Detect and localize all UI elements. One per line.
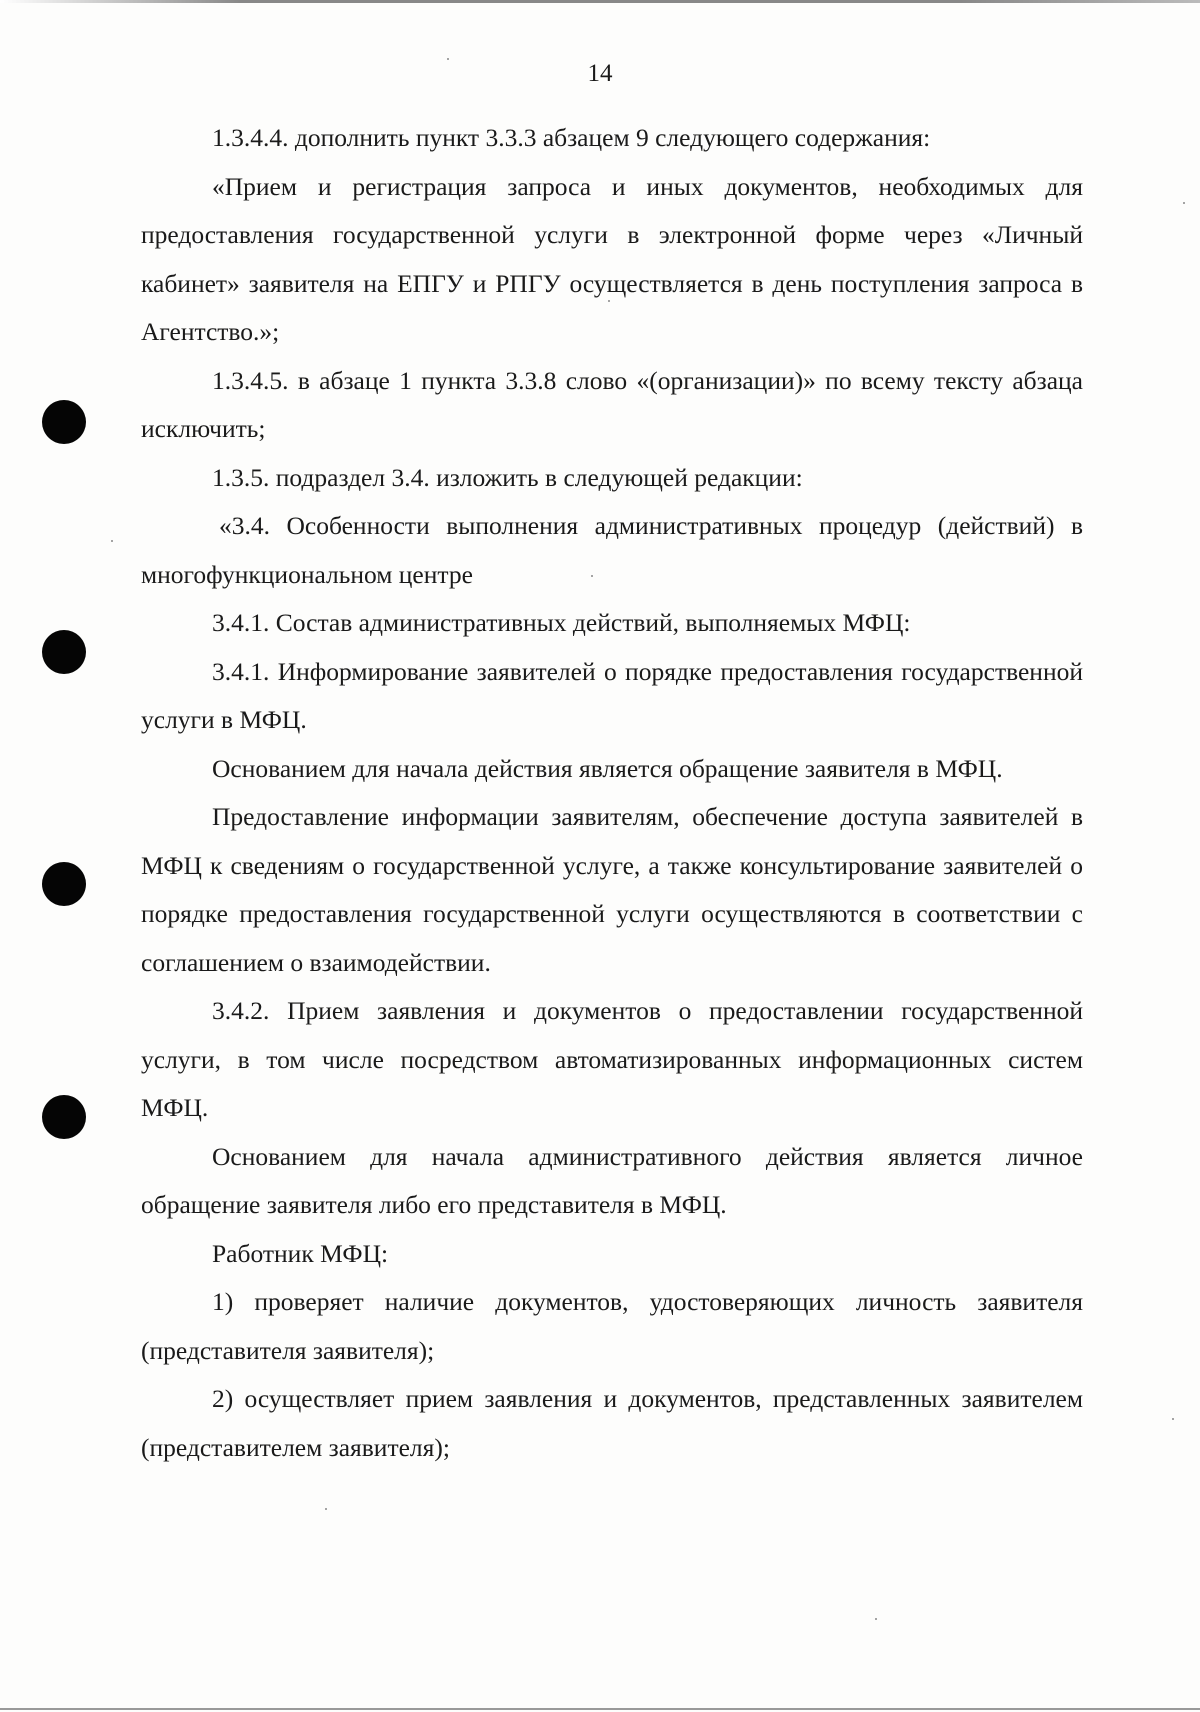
section-heading: «3.4. Особенности выполнения административных процедур (действий) в многофункциональном центре: [141, 511, 1083, 589]
punch-hole: [42, 630, 86, 674]
scan-speck: [111, 540, 113, 542]
page-top-edge: [0, 0, 1200, 3]
document-body: [141, 114, 1083, 1472]
scan-speck: [1172, 1418, 1174, 1420]
punch-hole: [42, 862, 86, 906]
scan-speck: [1183, 202, 1185, 204]
paragraph: Основанием для начала действия является обращение заявителя в МФЦ.: [212, 753, 1003, 783]
page-number: 14: [587, 60, 613, 87]
paragraph: Основанием для начала административного действия является личное обращение заявителя либо его представителя в МФЦ.: [141, 1141, 1083, 1219]
paragraph: 3.4.1. Информирование заявителей о порядке предоставления государственной услуги в МФЦ.: [141, 656, 1083, 734]
paragraph: Работник МФЦ:: [212, 1238, 389, 1268]
page-bottom-edge: [0, 1708, 1200, 1710]
paragraph: 1.3.4.5. в абзаце 1 пункта 3.3.8 слово «(организации)» по всему тексту абзаца исключить;: [141, 365, 1083, 443]
paragraph: 3.4.2. Прием заявления и документов о предоставлении государственной услуги, в том числе посредством автоматизированных информационных систем МФЦ.: [141, 996, 1083, 1122]
punch-hole: [42, 1095, 86, 1139]
paragraph: Предоставление информации заявителям, обеспечение доступа заявителей в МФЦ к сведениям о государственной услуге, а также консультирование заявителей о порядке предоставления государственной услуги осуществляются в соответствии с соглашением о взаимодействии.: [141, 802, 1083, 977]
scan-speck: [325, 1508, 327, 1510]
paragraph: 1) проверяет наличие документов, удостоверяющих личность заявителя (представителя заявителя);: [141, 1287, 1083, 1365]
paragraph: 1.3.5. подраздел 3.4. изложить в следующей редакции:: [212, 462, 803, 492]
paragraph: «Прием и регистрация запроса и иных документов, необходимых для предоставления государственной услуги в электронной форме через «Личный кабинет» заявителя на ЕПГУ и РПГУ осуществляется в день поступления запроса в Агентство.»;: [141, 171, 1083, 346]
paragraph: 3.4.1. Состав административных действий, выполняемых МФЦ:: [212, 608, 911, 637]
paragraph: 2) осуществляет прием заявления и документов, представленных заявителем (представителем заявителя);: [141, 1384, 1083, 1462]
paragraph: 1.3.4.4. дополнить пункт 3.3.3 абзацем 9 следующего содержания:: [212, 123, 931, 152]
scan-speck: [875, 1618, 877, 1620]
punch-hole: [42, 400, 86, 444]
